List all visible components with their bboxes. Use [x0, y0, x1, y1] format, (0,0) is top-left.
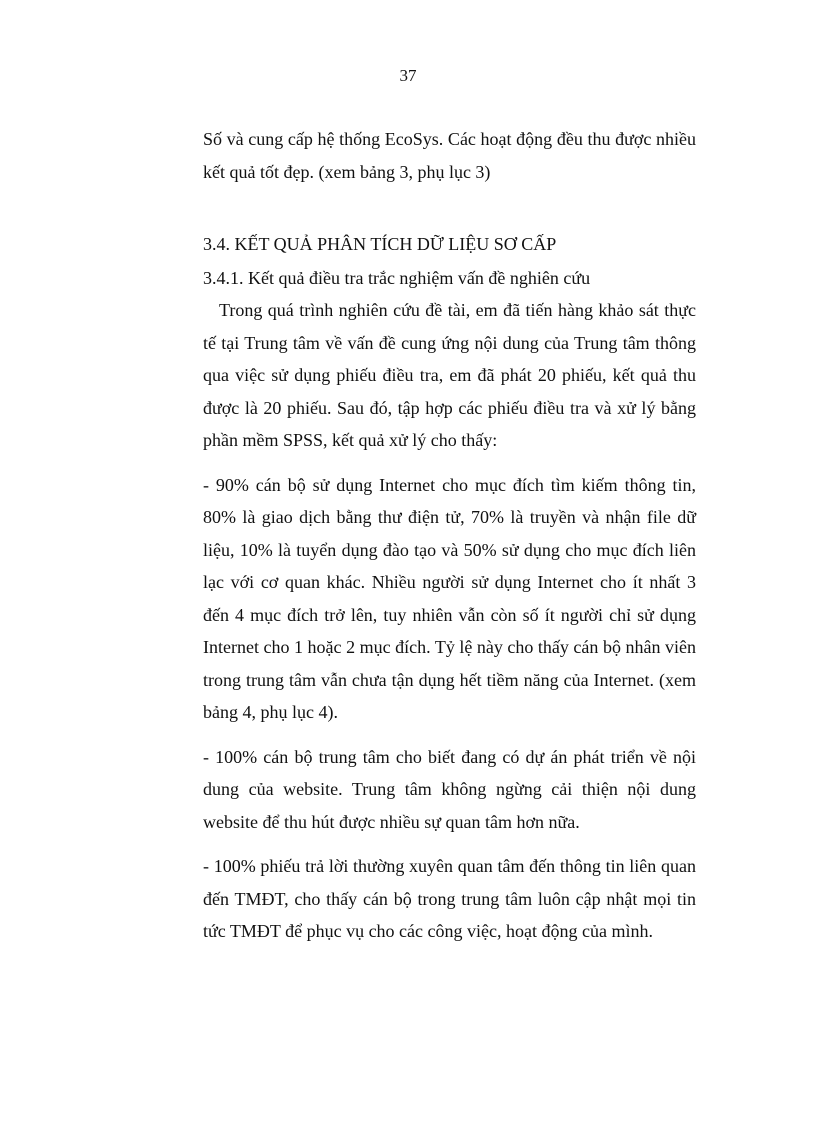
bullet-paragraph-ecommerce-interest: - 100% phiếu trả lời thường xuyên quan tâm đến thông tin liên quan đến TMĐT, cho thấy cán bộ trong trung tâm luôn cập nhật mọi tin tức TMĐT để phục vụ cho các công việc, hoạt động của mình.: [203, 856, 696, 941]
section-heading: 3.4. KẾT QUẢ PHÂN TÍCH DỮ LIỆU SƠ CẤP: [203, 234, 557, 254]
body-paragraph: Trong quá trình nghiên cứu đề tài, em đã tiến hàng khảo sát thực tế tại Trung tâm về vấn đề cung ứng nội dung của Trung tâm thông qua việc sử dụng phiếu điều tra, em đã phát 20 phiếu, kết quả thu được là 20 phiếu. Sau đó, tập hợp các phiếu điều tra và xử lý bằng phần mềm SPSS, kết quả xử lý cho thấy:: [203, 300, 696, 450]
page-number: 37: [399, 66, 417, 85]
intro-paragraph: Số và cung cấp hệ thống EcoSys. Các hoạt động đều thu được nhiều kết quả tốt đẹp. (xem bảng 3, phụ lục 3): [203, 129, 696, 182]
bullet-paragraph-website-project: - 100% cán bộ trung tâm cho biết đang có dự án phát triển về nội dung của website. Trung tâm không ngừng cải thiện nội dung website để thu hút được nhiều sự quan tâm hơn nữa.: [203, 746, 696, 832]
bullet-paragraph-internet-usage: - 90% cán bộ sử dụng Internet cho mục đích tìm kiếm thông tin, 80% là giao dịch bằng thư điện tử, 70% là truyền và nhận file dữ liệu, 10% là tuyển dụng đào tạo và 50% sử dụng cho mục đích liên lạc với cơ quan khác. Nhiều người sử dụng Internet cho ít nhất 3 đến 4 mục đích trở lên, tuy nhiên vẫn còn số ít người chỉ sử dụng Internet cho 1 hoặc 2 mục đích. Tỷ lệ này cho thấy cán bộ nhân viên trong trung tâm vẫn chưa tận dụng hết tiềm năng của Internet. (xem bảng 4, phụ lục 4).: [203, 474, 696, 722]
document-body: [203, 123, 696, 948]
subsection-heading: 3.4.1. Kết quả điều tra trắc nghiệm vấn đề nghiên cứu: [203, 268, 591, 288]
